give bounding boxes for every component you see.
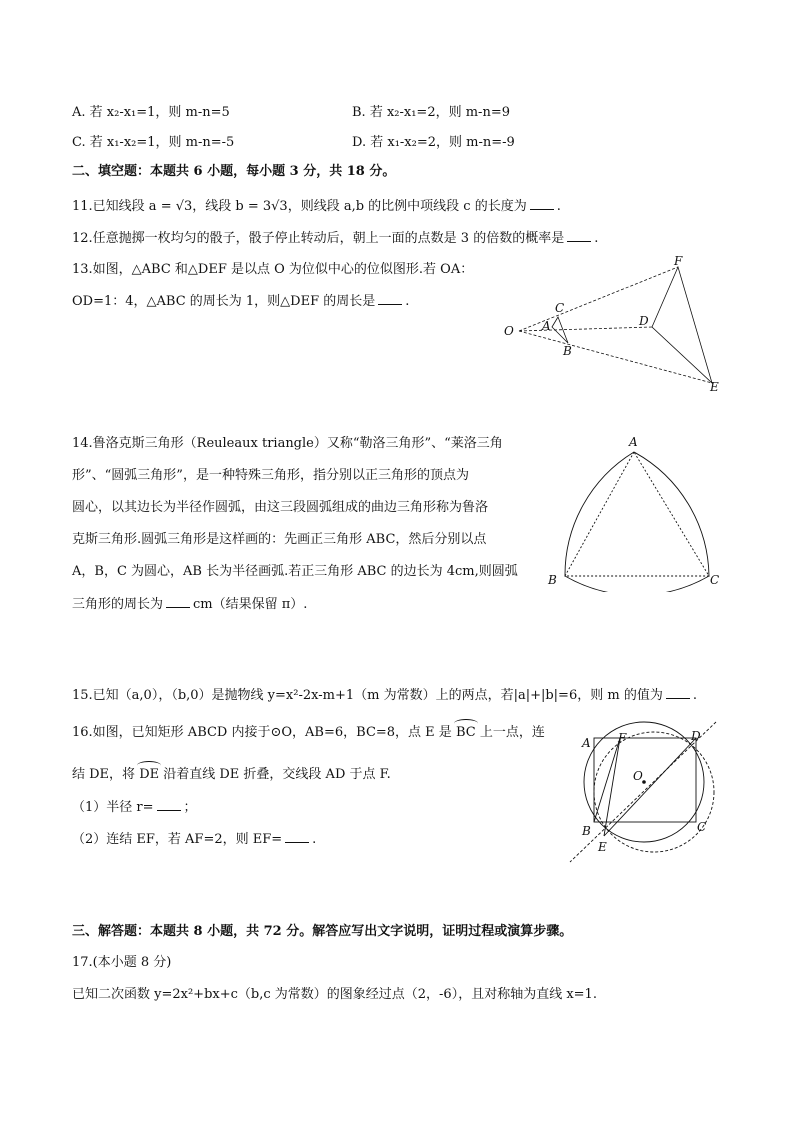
option-d: D. 若 x₁-x₂=2，则 m-n=-9 — [352, 135, 515, 150]
point-d-label: D — [691, 729, 701, 743]
q12-text: 12.任意抛掷一枚均匀的骰子，骰子停止转动后，朝上一面的点数是 3 的倍数的概率是 — [72, 231, 565, 246]
figure-13-homothety — [500, 255, 730, 395]
question-14-line-1: 14.鲁洛克斯三角形（Reuleaux triangle）又称“勒洛三角形”、“莱洛三角 — [72, 436, 503, 451]
point-o-label: O — [633, 769, 643, 783]
question-11 — [72, 197, 561, 216]
question-13-line-1: 13.如图，△ABC 和△DEF 是以点 O 为位似中心的位似图形.若 OA： — [72, 262, 474, 277]
question-14-line-3: 圆心，以其边长为半径作圆弧，由这三段圆弧组成的曲边三角形称为鲁洛 — [72, 500, 489, 515]
option-a: A. 若 x₂-x₁=1，则 m-n=5 — [72, 105, 230, 120]
option-b: B. 若 x₂-x₁=2，则 m-n=9 — [352, 105, 510, 120]
question-17-title: 17.(本小题 8 分) — [72, 955, 172, 970]
section-2-heading: 二、填空题：本题共 6 小题，每小题 3 分，共 18 分。 — [72, 164, 396, 179]
point-f-label: F — [618, 731, 627, 745]
question-16-line-2 — [72, 763, 391, 784]
point-d-label: D — [639, 314, 649, 328]
figure-14-reuleaux-triangle — [538, 432, 728, 592]
answer-blank[interactable] — [285, 830, 309, 843]
point-e-label: E — [598, 840, 607, 854]
q16-text-2b: 沿着直线 DE 折叠，交线段 AD 于点 F. — [163, 767, 391, 782]
q15-text: 15.已知（a,0），（b,0）是抛物线 y=x²-2x-m+1（m 为常数）上的两点，若|a|+|b|=6，则 m 的值为 — [72, 688, 663, 703]
answer-blank[interactable] — [378, 292, 402, 305]
vertex-c-label: C — [710, 573, 720, 587]
point-f-label: F — [674, 255, 683, 268]
vertex-a-label: A — [629, 435, 638, 449]
q16-s2-end: . — [312, 832, 317, 847]
point-o-label: O — [504, 324, 514, 338]
answer-blank[interactable] — [567, 229, 591, 242]
question-15 — [72, 686, 697, 705]
q11-text: 11.已知线段 a = √3，线段 b = 3√3，则线段 a,b 的比例中项线段 c 的长度为 — [72, 199, 527, 214]
question-16-part-2 — [72, 830, 316, 849]
q16-s2: （2）连结 EF，若 AF=2，则 EF= — [72, 832, 283, 847]
answer-blank[interactable] — [530, 197, 554, 210]
point-e-label: E — [710, 380, 719, 394]
q13-text: OD=1：4，△ABC 的周长为 1，则△DEF 的周长是 — [72, 294, 376, 309]
question-16-part-1 — [72, 798, 197, 817]
question-14-line-5: A，B，C 为圆心，AB 长为半径画弧.若正三角形 ABC 的边长为 4cm,则圆弧 — [72, 564, 518, 579]
point-b-label: B — [582, 824, 591, 838]
q12-end: . — [594, 231, 599, 246]
q16-text-1: 16.如图，已知矩形 ABCD 内接于⊙O，AB=6，BC=8，点 E 是 — [72, 725, 452, 740]
option-c: C. 若 x₁-x₂=1，则 m-n=-5 — [72, 135, 235, 150]
q11-end: . — [556, 199, 561, 214]
q13-end: . — [405, 294, 410, 309]
arc-bc: BC — [456, 721, 476, 742]
point-a-label: A — [542, 319, 551, 333]
arc-de: DE — [139, 763, 159, 784]
figure-16-rectangle-circle — [562, 718, 732, 868]
question-13-line-2 — [72, 292, 409, 311]
point-c-label: C — [555, 301, 565, 315]
q15-end: . — [692, 688, 697, 703]
point-a-label: A — [582, 736, 591, 750]
answer-blank[interactable] — [157, 798, 181, 811]
question-14-line-2: 形”、“圆弧三角形”，是一种特殊三角形，指分别以正三角形的顶点为 — [72, 468, 469, 483]
question-14-line-4: 克斯三角形.圆弧三角形是这样画的：先画正三角形 ABC，然后分别以点 — [72, 532, 487, 547]
question-12 — [72, 229, 598, 248]
question-16-line-1 — [72, 721, 545, 742]
q16-s1-end: ； — [183, 800, 197, 815]
section-3-heading: 三、解答题：本题共 8 小题，共 72 分。解答应写出文字说明，证明过程或演算步骤。 — [72, 924, 573, 939]
question-17-body: 已知二次函数 y=2x²+bx+c（b,c 为常数）的图象经过点（2，-6），且对称轴为直线 x=1. — [72, 987, 597, 1002]
point-c-label: C — [697, 820, 707, 834]
question-14-line-6 — [72, 595, 307, 614]
point-b-label: B — [563, 344, 572, 358]
q14-unit: cm（结果保留 π）. — [193, 597, 308, 612]
answer-blank[interactable] — [666, 686, 690, 699]
q14-text: 三角形的周长为 — [72, 597, 164, 612]
answer-blank[interactable] — [166, 595, 190, 608]
q16-text-1b: 上一点，连 — [479, 725, 545, 740]
vertex-b-label: B — [548, 573, 557, 587]
q16-s1: （1）半径 r= — [72, 800, 154, 815]
q16-text-2: 结 DE，将 — [72, 767, 136, 782]
